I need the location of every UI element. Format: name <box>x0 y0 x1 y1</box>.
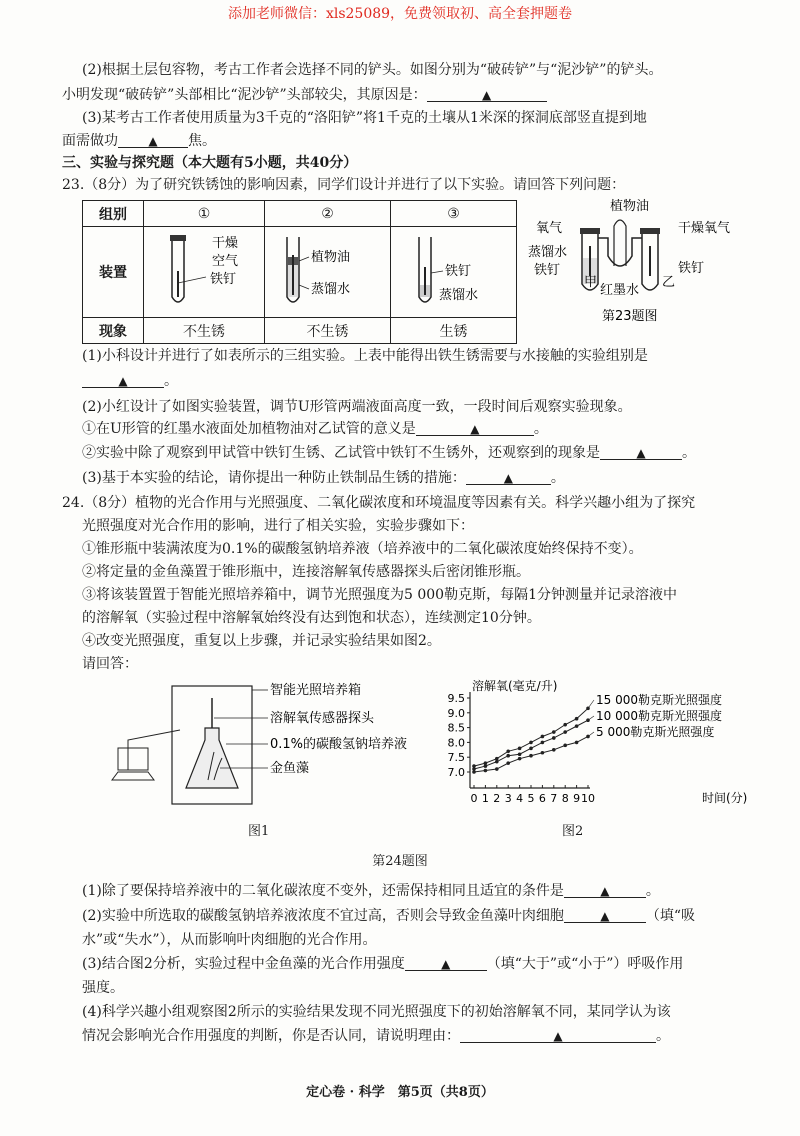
y-tick-label: 7.5 <box>447 751 465 765</box>
x-tick-label: 2 <box>493 792 501 805</box>
q24-step3-line1: ③将该装置置于智能光照培养箱中，调节光照强度为5 000勒克斯，每隔1分钟测量并记录溶液中 <box>82 587 677 603</box>
y-tick-label: 8.5 <box>447 721 465 735</box>
q23-q1-end: 。 <box>164 373 178 389</box>
data-point <box>484 764 488 768</box>
data-point <box>529 754 533 758</box>
q24-q2-hint: （填“吸 <box>645 908 696 924</box>
q24-q2-line2: 水”或“失水”），从而影响叶肉细胞的光合作用。 <box>82 932 377 948</box>
q23-experiment-table <box>82 200 517 344</box>
q24-figure-1 <box>110 680 430 810</box>
q23-q2-1-end: 。 <box>533 421 548 437</box>
q22-p2-text: 小明发现“破砖铲”头部相比“泥沙铲”头部较尖，其原因是： <box>62 87 427 103</box>
data-point <box>586 718 590 722</box>
data-point <box>552 748 556 752</box>
q24-step4: ④改变光照强度，重复以上步骤，并记录实验结果如图2。 <box>82 633 441 649</box>
q23-q3 <box>82 468 565 488</box>
tube-2-label-oil: 植物油 <box>311 250 351 265</box>
data-point <box>506 761 510 765</box>
tube-1-label-dry: 干燥 <box>212 236 239 251</box>
data-point <box>563 744 567 748</box>
q24-q2-line1 <box>82 906 695 926</box>
tube-3-label-nail: 铁钉 <box>445 264 472 279</box>
x-tick-label: 6 <box>538 792 546 805</box>
data-point <box>518 757 522 761</box>
chart-xlabel: 时间(分) <box>702 791 748 805</box>
x-tick-label: 3 <box>504 792 512 805</box>
q24-q3-line1 <box>82 954 683 974</box>
x-tick-label: 8 <box>561 792 569 805</box>
fig1-label-plant: 金鱼藻 <box>270 761 310 776</box>
q24-q3-hint: （填“大于”或“小于”）呼吸作用 <box>486 956 684 972</box>
y-tick-label: 8.0 <box>447 736 465 750</box>
fig23-caption: 第23题图 <box>602 309 658 324</box>
tube-1-label-air: 空气 <box>212 254 239 269</box>
data-point <box>541 735 545 739</box>
legend-label: 5 000勒克斯光照强度 <box>596 725 715 739</box>
answer-blank[interactable]: ▲ <box>416 419 534 436</box>
y-tick-label: 9.0 <box>447 706 465 720</box>
answer-blank[interactable]: ▲ <box>82 371 164 388</box>
q22-p3-line1: (3)某考古工作者使用质量为3千克的“洛阳铲”将1千克的土壤从1米深的探洞底部竖直提到地 <box>82 110 647 126</box>
answer-blank[interactable]: ▲ <box>466 468 551 485</box>
tube-3-label-water: 蒸馏水 <box>439 288 479 303</box>
answer-blank[interactable]: ▲ <box>405 954 487 971</box>
q23-q1-line1: (1)小科设计并进行了如表所示的三组实验。上表中能得出铁生锈需要与水接触的实验组别是 <box>82 348 648 364</box>
result-2: 不生锈 <box>265 318 391 344</box>
table-header-group: 组别 <box>83 201 144 227</box>
q24-q2-text: (2)实验中所选取的碳酸氢钠培养液浓度不宜过高，否则会导致金鱼藻叶肉细胞 <box>82 908 564 924</box>
group-2: ② <box>265 201 391 227</box>
data-point <box>552 730 556 734</box>
data-point <box>575 724 579 728</box>
fig23-label-jia: 甲 <box>584 275 598 290</box>
tube-2-illustration <box>265 227 390 313</box>
data-point <box>529 741 533 745</box>
fig23-label-nail-right: 铁钉 <box>678 261 705 276</box>
fig23-label-oxygen: 氧气 <box>536 221 563 236</box>
answer-blank[interactable]: ▲ <box>427 85 547 102</box>
x-tick-label: 0 <box>470 792 478 805</box>
answer-blank[interactable]: ▲ <box>118 131 188 148</box>
page-footer: 定心卷 · 科学 第5页（共8页） <box>306 1085 494 1100</box>
q22-p3-line2 <box>62 131 216 151</box>
fig23-label-dry-oxygen: 干燥氧气 <box>678 221 731 236</box>
data-point <box>484 769 488 773</box>
q22-p2-line2 <box>62 85 547 105</box>
q24-step2: ②将定量的金鱼藻置于锥形瓶中，连接溶解氧传感器探头后密闭锥形瓶。 <box>82 564 530 580</box>
x-tick-label: 5 <box>527 792 535 805</box>
x-tick-label: 7 <box>550 792 558 805</box>
fig2-caption: 图2 <box>562 824 584 839</box>
x-tick-label: 4 <box>516 792 524 805</box>
table-header-result: 现象 <box>83 318 144 344</box>
q24-step3-line2: 的溶解氧（实验过程中溶解氧始终没有达到饱和状态），连续测定10分钟。 <box>82 610 541 626</box>
q23-q2-2 <box>82 443 696 463</box>
data-point <box>529 747 533 751</box>
q24-q1-end: 。 <box>645 883 660 899</box>
legend-leader <box>588 732 594 736</box>
legend-leader <box>588 716 594 720</box>
q24-q4-text: 情况会影响光合作用强度的判断，你是否认同，请说明理由： <box>82 1028 460 1044</box>
answer-blank[interactable]: ▲ <box>564 881 646 898</box>
q23-q2: (2)小红设计了如图实验装置，调节U形管两端液面高度一致，一段时间后观察实验现象。 <box>82 399 632 415</box>
data-point <box>563 723 567 727</box>
fig23-label-nail-left: 铁钉 <box>534 263 561 278</box>
x-tick-label: 10 <box>581 792 595 805</box>
q23-q3-text: (3)基于本实验的结论，请你提出一种防止铁制品生锈的措施： <box>82 470 466 486</box>
chart-ylabel: 溶解氧(毫克/升) <box>472 679 558 693</box>
q24-title-line1: 24.（8分）植物的光合作用与光照强度、二氧化碳浓度和环境温度等因素有关。科学兴趣小组为了探究 <box>62 495 696 511</box>
data-point <box>518 747 522 751</box>
fig23-label-oil: 植物油 <box>610 199 650 214</box>
q24-q3-line2: 强度。 <box>82 980 124 996</box>
q22-p3-unit: 焦。 <box>188 133 216 149</box>
q22-p3-text: 面需做功 <box>62 133 118 149</box>
data-point <box>472 770 476 774</box>
promo-banner: 添加老师微信：xls25089，免费领取初、高全套押题卷 <box>227 6 573 22</box>
tube-1-label-nail: 铁钉 <box>210 272 237 287</box>
legend-label: 10 000勒克斯光照强度 <box>596 709 722 723</box>
fig23-label-red-ink: 红墨水 <box>600 283 640 298</box>
q23-title: 23.（8分）为了研究铁锈蚀的影响因素，同学们设计并进行了以下实验。请回答下列问题： <box>62 177 626 193</box>
data-point <box>506 754 510 758</box>
answer-blank[interactable]: ▲ <box>564 906 646 923</box>
answer-blank[interactable]: ▲ <box>600 443 682 460</box>
data-point <box>563 730 567 734</box>
data-point <box>575 717 579 721</box>
data-point <box>541 741 545 745</box>
q24-step1: ①锥形瓶中装满浓度为0.1%的碳酸氢钠培养液（培养液中的二氧化碳浓度始终保持不变）。 <box>82 541 643 557</box>
x-tick-label: 9 <box>573 792 581 805</box>
data-point <box>495 760 499 764</box>
fig23-label-water: 蒸馏水 <box>528 245 568 260</box>
tube-3-illustration <box>391 227 516 313</box>
q24-q3-text: (3)结合图2分析，实验过程中金鱼藻的光合作用强度 <box>82 956 405 972</box>
result-3: 生锈 <box>391 318 517 344</box>
q23-u-tube-figure <box>522 196 752 336</box>
tube-2-device <box>265 227 391 318</box>
tube-3-device <box>391 227 517 318</box>
q24-q4-end: 。 <box>656 1028 670 1044</box>
q23-q2-2-end: 。 <box>682 445 696 461</box>
tube-1-device <box>144 227 265 318</box>
q23-q2-2-text: ②实验中除了观察到甲试管中铁钉生锈、乙试管中铁钉不生锈外，还观察到的现象是 <box>82 445 600 461</box>
q24-title-line2: 光照强度对光合作用的影响，进行了相关实验，实验步骤如下： <box>82 518 474 534</box>
q23-q1-line2 <box>82 371 178 391</box>
data-point <box>518 752 522 756</box>
data-point <box>552 736 556 740</box>
q23-q2-1-text: ①在U形管的红墨水液面处加植物油对乙试管的意义是 <box>82 421 416 437</box>
data-point <box>575 741 579 745</box>
y-tick-label: 7.0 <box>447 766 465 779</box>
data-point <box>541 751 545 755</box>
fig24-caption: 第24题图 <box>372 854 428 869</box>
y-tick-label: 9.5 <box>447 692 465 705</box>
fig1-label-solution: 0.1%的碳酸氢钠培养液 <box>270 737 408 752</box>
table-header-device: 装置 <box>83 227 144 318</box>
x-tick-label: 1 <box>481 792 489 805</box>
q22-p2-line1: (2)根据土层包容物，考古工作者会选择不同的铲头。如图分别为“破砖铲”与“泥沙铲”的铲头。 <box>82 62 663 78</box>
answer-blank[interactable]: ▲ <box>460 1026 656 1043</box>
group-3: ③ <box>391 201 517 227</box>
fig1-label-probe: 溶解氧传感器探头 <box>270 711 375 726</box>
q23-q2-1 <box>82 419 548 439</box>
legend-leader <box>588 700 594 708</box>
fig1-label-incubator: 智能光照培养箱 <box>270 683 362 698</box>
legend-label: 15 000勒克斯光照强度 <box>596 693 722 707</box>
q23-q3-end: 。 <box>550 470 565 486</box>
q24-q1-text: (1)除了要保持培养液中的二氧化碳浓度不变外，还需保持相同且适宜的条件是 <box>82 883 564 899</box>
series-line <box>474 720 588 769</box>
q24-ask: 请回答： <box>82 656 138 672</box>
data-point <box>495 767 499 771</box>
q24-q4-line1: (4)科学兴趣小组观察图2所示的实验结果发现不同光照强度下的初始溶解氧不同，某同学认为该 <box>82 1004 671 1020</box>
group-1: ① <box>144 201 265 227</box>
result-1: 不生锈 <box>144 318 265 344</box>
data-point <box>506 749 510 753</box>
tube-1-illustration <box>144 227 264 313</box>
q24-figure-2-chart <box>440 676 770 816</box>
tube-2-label-water: 蒸馏水 <box>311 282 351 297</box>
fig23-label-yi: 乙 <box>662 275 676 290</box>
fig1-caption: 图1 <box>248 824 270 839</box>
q24-q4-line2 <box>82 1026 670 1046</box>
q24-q1 <box>82 881 660 901</box>
section-3-heading: 三、实验与探究题（本大题有5小题，共40分） <box>62 155 358 171</box>
